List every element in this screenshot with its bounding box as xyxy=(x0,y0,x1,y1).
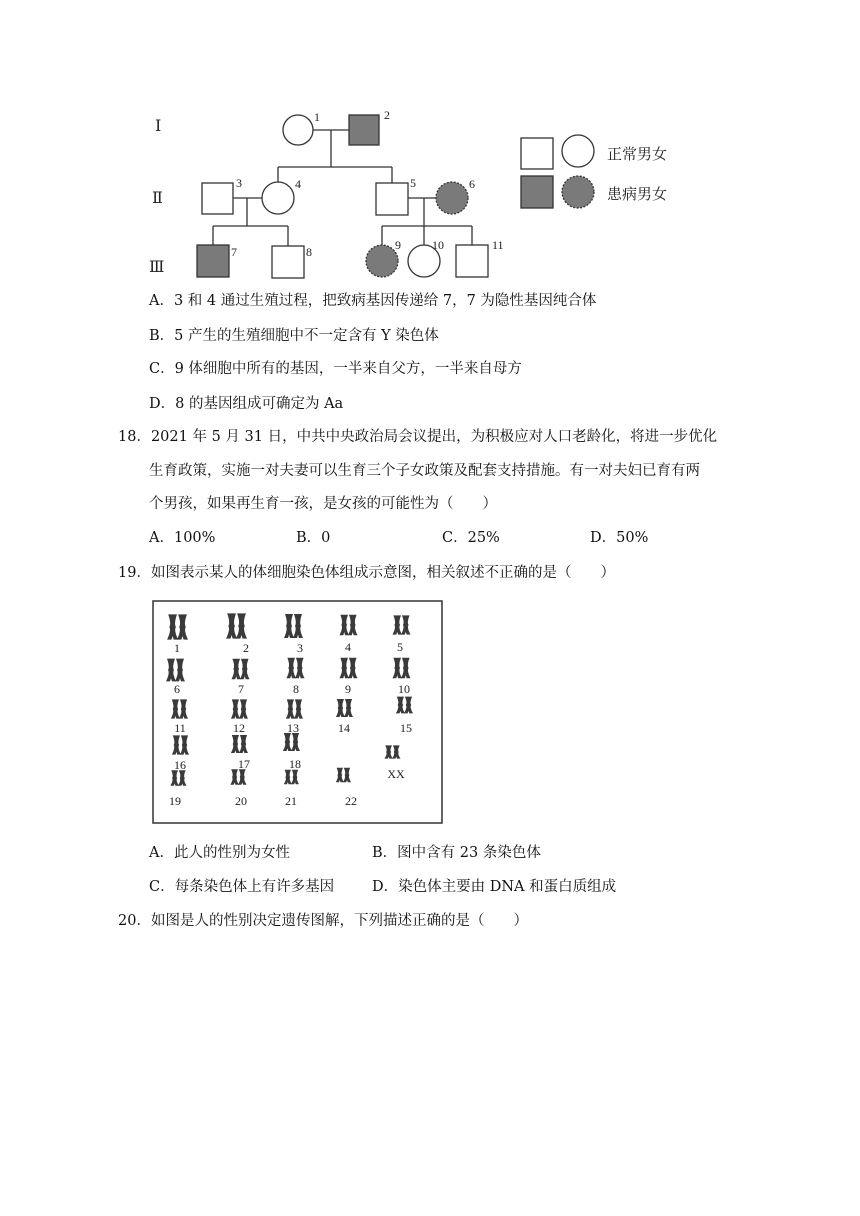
q18-stem-line-2: 生育政策，实施一对夫妻可以生育三个子女政策及配套支持措施。有一对夫妇已育有两 xyxy=(149,463,700,479)
karyotype-label: 12 xyxy=(233,721,245,735)
member-8-normal-male xyxy=(272,246,304,278)
q18-stem-line-1: 18．2021 年 5 月 31 日，中共中央政治局会议提出，为积极应对人口老龄化，将进一步优化 xyxy=(118,429,718,445)
member-1-normal-female xyxy=(283,115,313,145)
member-number: 10 xyxy=(432,238,444,252)
member-9-affected-female xyxy=(366,245,398,277)
q19-option-c: C．每条染色体上有许多基因 xyxy=(149,879,335,895)
member-6-affected-female xyxy=(436,182,468,214)
karyotype-label: 13 xyxy=(287,721,299,735)
karyotype-label: 2 xyxy=(243,641,249,655)
member-number: 4 xyxy=(295,177,301,191)
member-number: 9 xyxy=(395,238,401,252)
pedigree-members xyxy=(197,115,488,278)
q17-option-b: B．5 产生的生殖细胞中不一定含有 Y 染色体 xyxy=(149,328,439,344)
karyotype-label: 19 xyxy=(169,794,181,808)
member-number: 8 xyxy=(306,245,312,259)
generation-labels xyxy=(149,118,164,276)
member-5-normal-male xyxy=(376,183,408,215)
pedigree-legend xyxy=(521,135,594,208)
karyotype-label: XX xyxy=(387,767,405,781)
member-4-normal-female xyxy=(262,182,294,214)
member-7-affected-male xyxy=(197,245,229,277)
karyotype-label: 3 xyxy=(297,641,303,655)
karyotype-label: 21 xyxy=(285,794,297,808)
q19-stem: 19．如图表示某人的体细胞染色体组成示意图，相关叙述不正确的是（ ） xyxy=(118,565,615,581)
karyotype-label: 20 xyxy=(235,794,247,808)
member-3-normal-male xyxy=(202,183,233,214)
karyotype-label: 9 xyxy=(345,682,351,696)
q17-option-d: D．8 的基因组成可确定为 Aa xyxy=(149,396,344,412)
karyotype-label: 7 xyxy=(238,682,244,696)
karyotype-label: 4 xyxy=(345,640,351,654)
member-number: 11 xyxy=(492,238,504,252)
member-number: 7 xyxy=(231,245,237,259)
q17-option-a: A．3 和 4 通过生殖过程，把致病基因传递给 7，7 为隐性基因纯合体 xyxy=(149,293,597,309)
generation-label-1: Ⅰ xyxy=(155,118,162,135)
legend-normal-male-square xyxy=(521,138,553,169)
q20-stem: 20．如图是人的性别决定遗传图解，下列描述正确的是（ ） xyxy=(118,913,528,929)
legend-affected-female-circle xyxy=(562,176,594,208)
member-number: 6 xyxy=(469,177,475,191)
generation-label-3: Ⅲ xyxy=(149,259,165,276)
karyotype-label: 8 xyxy=(293,682,299,696)
q18-stem-line-3: 个男孩，如果再生育一孩，是女孩的可能性为（ ） xyxy=(149,496,497,512)
q18-option-b: B．0 xyxy=(296,530,331,546)
q18-option-c: C．25% xyxy=(442,530,500,546)
legend-affected-male-square xyxy=(521,176,553,208)
karyotype-label: 14 xyxy=(338,721,350,735)
legend-normal-label: 正常男女 xyxy=(607,145,668,163)
generation-label-2: Ⅱ xyxy=(152,190,163,207)
karyotype-label: 16 xyxy=(174,758,186,772)
karyotype-label: 15 xyxy=(400,721,412,735)
karyotype-label: 1 xyxy=(174,641,180,655)
karyotype-label: 22 xyxy=(345,794,357,808)
pedigree-lines xyxy=(213,130,472,246)
karyotype-label: 18 xyxy=(289,757,301,771)
q19-option-b: B．图中含有 23 条染色体 xyxy=(372,845,541,861)
karyotype-label: 10 xyxy=(398,682,410,696)
karyotype-label: 5 xyxy=(397,640,403,654)
member-number: 5 xyxy=(410,176,416,190)
q17-option-c: C．9 体细胞中所有的基因，一半来自父方，一半来自母方 xyxy=(149,361,522,377)
karyotype-label: 6 xyxy=(174,682,180,696)
member-number: 3 xyxy=(236,176,242,190)
karyotype-figure xyxy=(152,600,444,826)
member-number: 2 xyxy=(384,108,390,122)
legend-affected-label: 患病男女 xyxy=(607,185,668,203)
karyotype-label: 17 xyxy=(238,757,250,771)
pedigree-diagram xyxy=(0,0,860,290)
q18-option-a: A．100% xyxy=(149,530,216,546)
karyotype-label: 11 xyxy=(174,721,186,735)
q19-option-d: D．染色体主要由 DNA 和蛋白质组成 xyxy=(372,879,617,895)
member-number: 1 xyxy=(314,110,320,124)
legend-normal-female-circle xyxy=(562,135,594,167)
q18-option-d: D．50% xyxy=(590,530,649,546)
member-11-normal-male xyxy=(456,245,488,277)
q19-option-a: A．此人的性别为女性 xyxy=(149,845,290,861)
member-2-affected-male xyxy=(349,115,379,145)
